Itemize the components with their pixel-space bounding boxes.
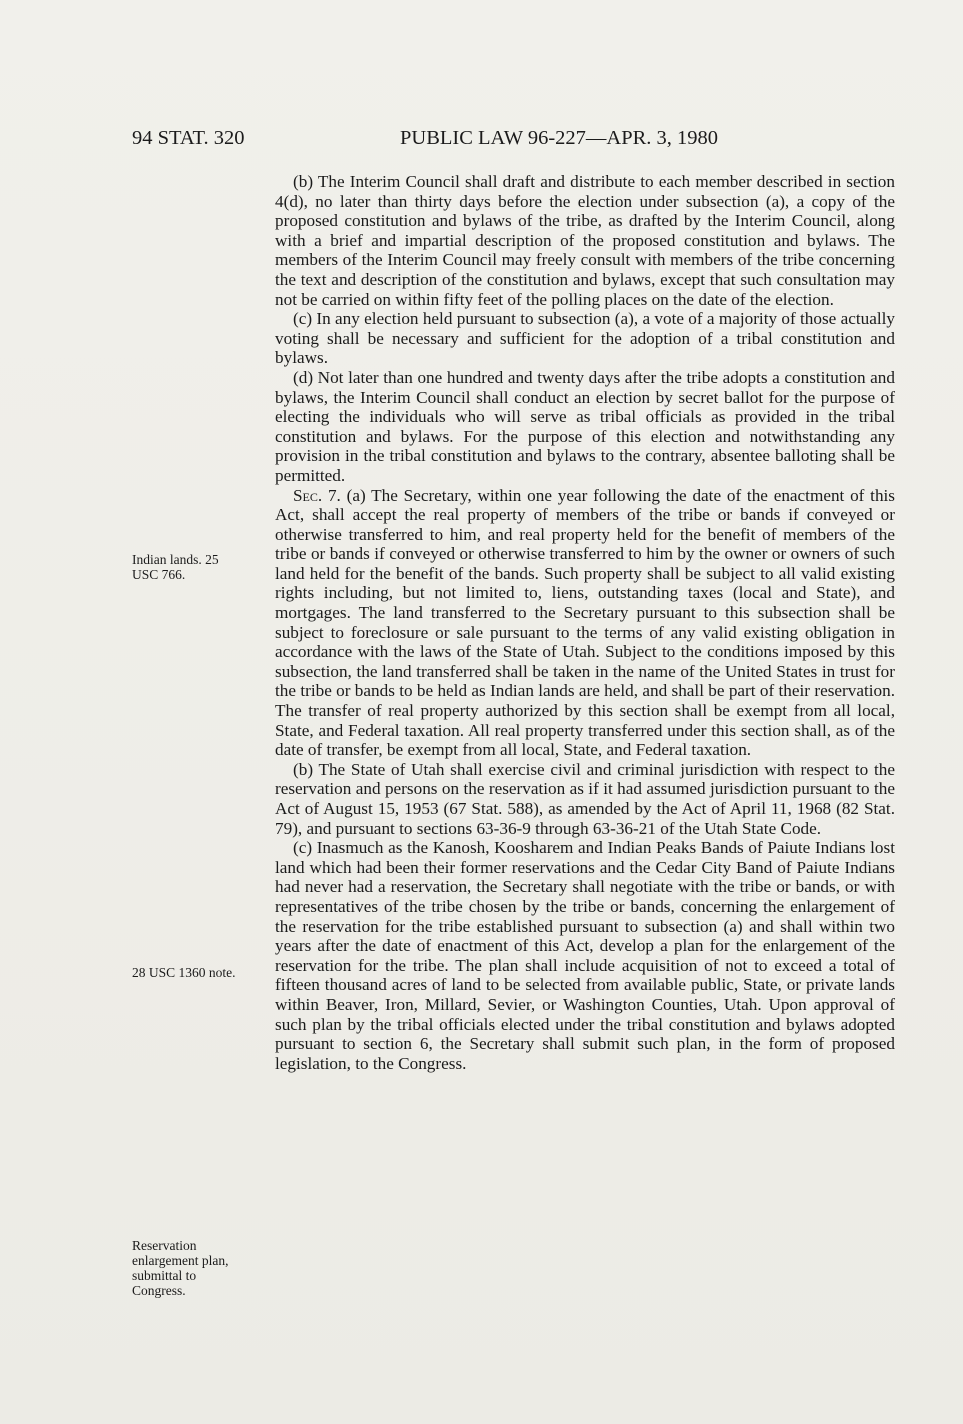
margin-note-indian-lands: Indian lands. 25 USC 766. [132, 552, 219, 582]
paragraph-c-election: (c) In any election held pursuant to subsection (a), a vote of a majority of those actually voting shall be necessary and sufficient for the adoption of a tribal constitution and bylaws. [275, 309, 895, 368]
paragraph-b-jurisdiction: (b) The State of Utah shall exercise civil and criminal jurisdiction with respect to the reservation and persons on the reservation as if it had assumed jurisdiction pursuant to the Act of August 15, 1953 (67 Stat. 588), as amended by the Act of April 11, 1968 (82 Stat. 79), and pursuant to sections 63-36-9 through 63-36-21 of the Utah State Code. [275, 759, 895, 838]
section-7-a-text: (a) The Secretary, within one year following the date of the enactment of this Act, shall accept the real property of members of the tribe or bands if conveyed or otherwise transferred to him, and real property held for the benefit of members of the tribe or bands if conveyed or otherwise transferred to him by the owner or owners of such land held for the benefit of the bands. Such property shall be subject to all valid existing rights including, but not limited to, liens, outstanding taxes (local and State), and mortgages. The land transferred to the Secretary pursuant to this subsection shall be subject to foreclosure or sale pursuant to the terms of any valid existing obligation in accordance with the laws of the State of Utah. Subject to the conditions imposed by this subsection, the land transferred shall be taken in the name of the United States in trust for the tribe or bands to be held as Indian lands are held, and shall be part of their reservation. The transfer of real property authorized by this section shall be exempt from all local, State, and Federal taxation. All real property transferred under this section shall, as of the date of transfer, be exempt from all local, State, and Federal taxation. [275, 485, 895, 760]
stat-reference: 94 STAT. 320 [132, 127, 245, 149]
margin-note-28-usc-1360: 28 USC 1360 note. [132, 965, 236, 980]
law-title: PUBLIC LAW 96-227—APR. 3, 1980 [400, 127, 719, 149]
paragraph-d-tribal-officials: (d) Not later than one hundred and twenty days after the tribe adopts a constitution and bylaws, the Interim Council shall conduct an election by secret ballot for the purpose of electing the individuals who will serve as tribal officials as provided in the tribal constitution and bylaws. For the purpose of this election and notwithstanding any provision in the tribal constitution and bylaws to the contrary, absentee balloting shall be permitted. [275, 367, 895, 485]
body-text [275, 172, 895, 1073]
paragraph-sec-7-a [275, 486, 895, 760]
paragraph-c-enlargement: (c) Inasmuch as the Kanosh, Koosharem and Indian Peaks Bands of Paiute Indians lost land which had been their former reservations and the Cedar City Band of Paiute Indians had never had a reservation, the Secretary shall negotiate with the tribe or bands, or with representatives of the tribe chosen by the tribe or bands, concerning the enlargement of the reservation for the tribe established pursuant to subsection (a) and shall within two years after the date of enactment of this Act, develop a plan for the enlargement of the reservation for the tribe. The plan shall include acquisition of not to exceed a total of fifteen thousand acres of land to be selected from available public, State, or private lands within Beaver, Iron, Millard, Sevier, or Washington Counties, Utah. Upon approval of such plan by the tribal officials elected under the tribal constitution and bylaws adopted pursuant to section 6, the Secretary shall submit such plan, in the form of proposed legislation, to the Congress. [275, 838, 895, 1073]
paragraph-b-interim-council: (b) The Interim Council shall draft and distribute to each member described in section 4(d), no later than thirty days before the election under subsection (a), a copy of the proposed constitution and bylaws of the tribe, as drafted by the Interim Council, along with a brief and impartial description of the proposed constitution and bylaws. The members of the Interim Council may freely consult with members of the tribe concerning the text and description of the constitution and bylaws, except that such consultation may not be carried on within fifty feet of the polling places on the date of the election. [275, 172, 895, 309]
margin-note-reservation-plan: Reservation enlargement plan, submittal to Congress. [132, 1238, 229, 1298]
section-label: Sec. 7. [293, 485, 341, 505]
page-header [132, 127, 902, 157]
